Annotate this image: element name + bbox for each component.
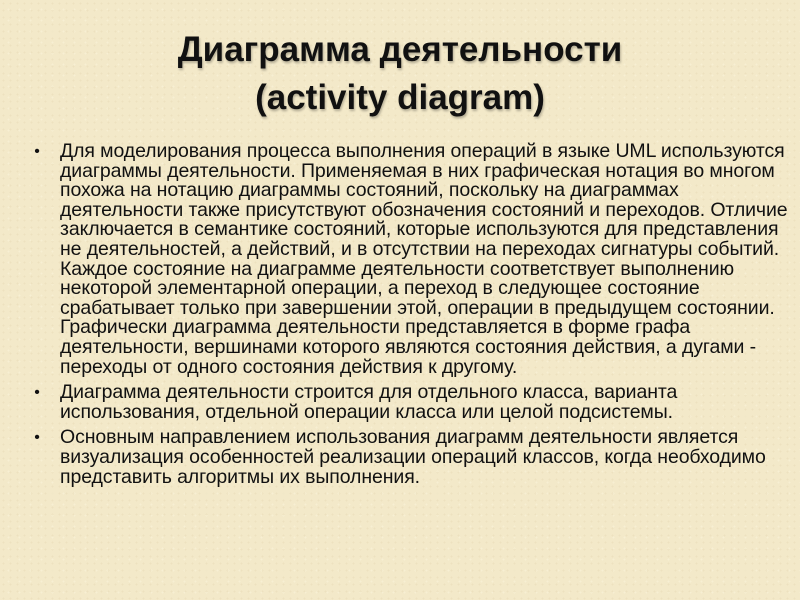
bullet-text-3: Основным направлением использования диаграмм деятельности является визуализация особенностей реализации операций классов, когда необходимо представить алгоритмы их выполнения. — [60, 426, 766, 488]
slide-title — [0, 26, 800, 122]
bullet-item-3 — [30, 428, 790, 487]
bullet-list — [30, 142, 790, 493]
bullet-dot-icon: • — [34, 143, 40, 160]
bullet-item-2 — [30, 383, 790, 422]
bullet-dot-icon: • — [34, 384, 40, 402]
bullet-text-1: Для моделирования процесса выполнения операций в языке UML используются диаграммы деятельности. Применяемая в них графическая нотация во многом похожа на нотацию диаграммы состояний, поскольку на диаграммах деятельности также присутствуют обозначения состояний и переходов. Отличие заключается в семантике состояний, которые используются для представления не деятельностей, а действий, и в отсутствии на переходах сигнатуры событий. Каждое состояние на диаграмме деятельности соответствует выполнению некоторой элементарной операции, а переход в следующее состояние срабатывает только при завершении этой, операции в предыдущем состоянии. Графически диаграмма деятельности представляется в форме графа деятельности, вершинами которого являются состояния действия, а дугами - переходы от одного состояния действия к другому. — [60, 140, 788, 378]
bullet-item-1 — [30, 142, 790, 377]
slide-title-line-1: Диаграмма деятельности — [177, 30, 623, 69]
bullet-dot-icon: • — [34, 429, 40, 447]
bullet-text-2: Диаграмма деятельности строится для отдельного класса, варианта использования, отдельной операции класса или целой подсистемы. — [60, 381, 678, 423]
slide-title-line-2: (activity diagram) — [255, 78, 545, 117]
